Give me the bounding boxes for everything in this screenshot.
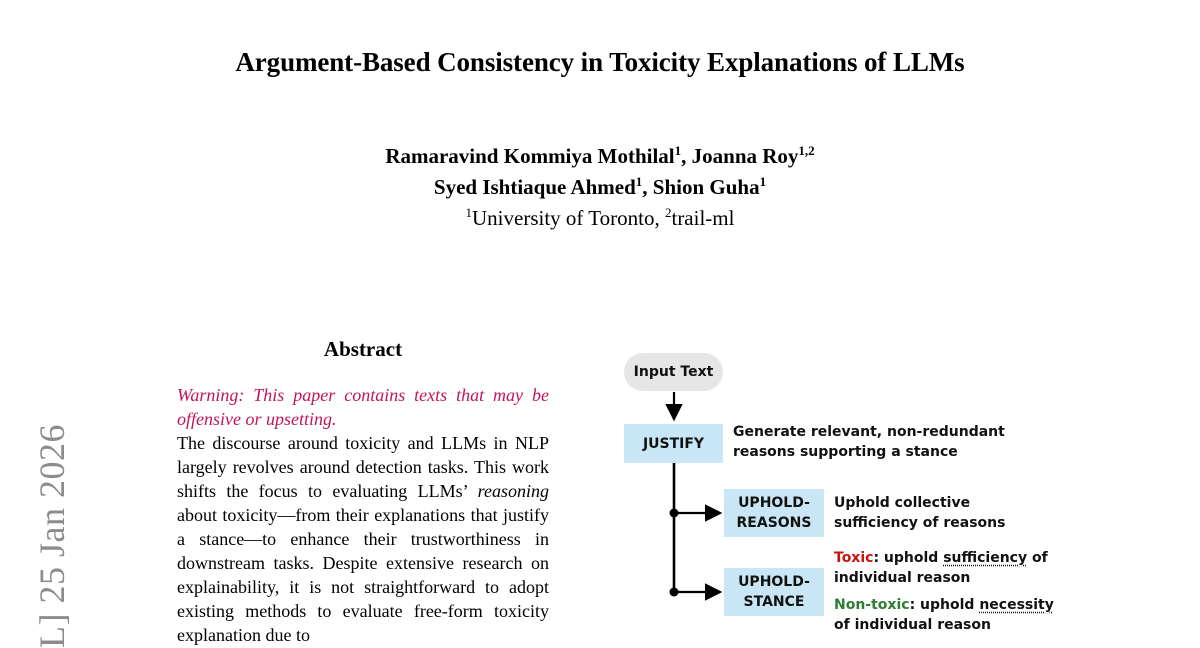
justify-node <box>624 424 723 463</box>
desc-line: Generate relevant, non-redundant <box>733 424 1005 440</box>
node-label-line: REASONS <box>736 515 812 531</box>
desc-line: reasons supporting a stance <box>733 444 958 460</box>
desc-line: Uphold collective <box>834 495 971 511</box>
author-name: Ramaravind Kommiya Mothilal <box>385 144 675 168</box>
uphold-reasons-description <box>834 493 1005 533</box>
desc-line: of individual reason <box>834 617 991 633</box>
author-line-1: Ramaravind Kommiya Mothilal$^1$, Joanna Roy$^{1,2}$ <box>385 143 815 168</box>
nontoxic-rule <box>834 595 1054 635</box>
nontoxic-word: Non-toxic <box>834 597 910 613</box>
author-name: Shion Guha <box>652 175 760 199</box>
toxic-rule <box>834 548 1048 588</box>
desc-line: individual reason <box>834 570 971 586</box>
input-text-node: Input Text <box>624 353 723 391</box>
abstract-text: about toxicity—from their explanations that justify a stance—to enhance their trustworthiness in downstream tasks. Despite extensive research on explainability, it is not straightforward to adopt existing methods to evaluate free-form toxicity explanation due to <box>177 505 549 645</box>
affiliations: $^1$University of Toronto, $^2$trail-ml <box>465 205 735 230</box>
desc-line <box>834 548 1048 568</box>
abstract-body <box>177 383 549 647</box>
justify-label: JUSTIFY <box>642 435 705 452</box>
author-affil-sup: 1 <box>674 143 682 158</box>
branch-dot-stance <box>670 588 679 597</box>
desc-line: sufficiency of reasons <box>834 515 1006 531</box>
abstract-text: The discourse around toxicity and LLMs in NLP largely revolves around detection tasks. This work shifts the focus to evaluating LLMs’ <box>177 433 549 501</box>
author-affil-sup: 1 <box>759 174 767 189</box>
keyword-sufficiency: sufficiency <box>943 550 1028 566</box>
paper-title: Argument-Based Consistency in Toxicity Explanations of LLMs <box>235 47 965 77</box>
node-label-line: UPHOLD- <box>738 495 810 511</box>
abstract-heading: Abstract <box>323 337 403 361</box>
author-affil-sup: 1,2 <box>798 143 815 158</box>
justify-description <box>733 422 1005 462</box>
affiliation-name: trail-ml <box>671 206 735 230</box>
branch-dot-reasons <box>670 509 679 518</box>
uphold-stance-node <box>724 568 824 616</box>
node-label-line: STANCE <box>743 594 805 610</box>
desc-text: : uphold <box>909 597 980 613</box>
arxiv-side-stamp: L] 25 Jan 2026 <box>32 424 72 648</box>
author-block <box>0 141 1200 234</box>
author-name: Joanna Roy <box>691 144 799 168</box>
author-name: Syed Ishtiaque Ahmed <box>433 175 636 199</box>
author-line-2: Syed Ishtiaque Ahmed$^1$, Shion Guha$^1$ <box>433 174 767 199</box>
desc-line <box>834 595 1054 615</box>
affil-sup: 2 <box>664 205 672 220</box>
uphold-reasons-node <box>724 489 824 537</box>
affil-sup: 1 <box>465 205 473 220</box>
desc-text: of <box>1027 550 1048 566</box>
toxic-word: Toxic <box>834 550 874 566</box>
affiliation-name: University of Toronto <box>472 206 655 230</box>
author-affil-sup: 1 <box>635 174 643 189</box>
node-label-line: UPHOLD- <box>738 574 810 590</box>
keyword-necessity: necessity <box>979 597 1054 613</box>
desc-text: : uphold <box>873 550 944 566</box>
abstract-emphasis: reasoning <box>477 481 549 501</box>
content-warning: Warning: This paper contains texts that may be offensive or upsetting. <box>177 385 549 429</box>
